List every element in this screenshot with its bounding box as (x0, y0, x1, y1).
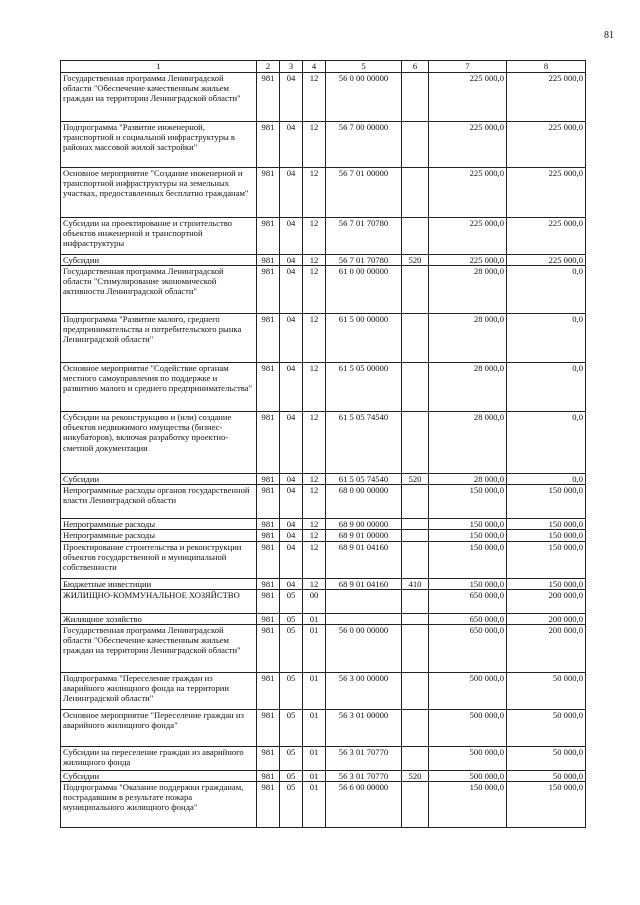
row-vr-cell (402, 485, 429, 519)
row-grbs-cell: 981 (257, 122, 280, 168)
row-sum-2020-cell: 0,0 (507, 474, 586, 485)
row-sum-2020-cell: 0,0 (507, 314, 586, 363)
row-rz-cell: 05 (280, 672, 303, 709)
row-grbs-cell: 981 (257, 168, 280, 218)
row-pr-cell: 12 (303, 474, 326, 485)
row-sum-2019-cell: 650 000,0 (429, 589, 507, 613)
row-sum-2019-cell: 225 000,0 (429, 255, 507, 266)
row-sum-2019-cell: 500 000,0 (429, 672, 507, 709)
row-csr-cell: 56 0 00 00000 (326, 624, 402, 672)
row-pr-cell: 01 (303, 746, 326, 770)
row-sum-2020-cell: 150 000,0 (507, 519, 586, 530)
row-pr-cell: 12 (303, 73, 326, 122)
row-sum-2019-cell: 225 000,0 (429, 73, 507, 122)
budget-table (60, 60, 586, 828)
row-sum-2019-cell: 225 000,0 (429, 122, 507, 168)
row-csr-cell: 56 3 01 70770 (326, 770, 402, 781)
row-pr-cell: 12 (303, 541, 326, 578)
row-csr-cell (326, 589, 402, 613)
row-sum-2019-cell: 500 000,0 (429, 709, 507, 746)
row-pr-cell: 01 (303, 613, 326, 624)
row-sum-2020-cell: 50 000,0 (507, 746, 586, 770)
header-row (61, 61, 586, 73)
row-sum-2020-cell: 50 000,0 (507, 709, 586, 746)
row-sum-2020-cell: 50 000,0 (507, 770, 586, 781)
row-pr-cell: 01 (303, 781, 326, 827)
row-vr-cell (402, 613, 429, 624)
row-sum-2019-cell: 28 000,0 (429, 412, 507, 474)
row-grbs-cell: 981 (257, 474, 280, 485)
row-csr-cell: 61 5 05 00000 (326, 363, 402, 412)
row-grbs-cell: 981 (257, 770, 280, 781)
row-grbs-cell: 981 (257, 255, 280, 266)
row-csr-cell: 56 7 01 70780 (326, 218, 402, 255)
row-csr-cell: 61 0 00 00000 (326, 266, 402, 314)
row-grbs-cell: 981 (257, 530, 280, 541)
row-csr-cell: 56 3 01 70770 (326, 746, 402, 770)
row-sum-2019-cell: 28 000,0 (429, 363, 507, 412)
row-grbs-cell: 981 (257, 672, 280, 709)
row-rz-cell: 04 (280, 485, 303, 519)
row-pr-cell: 12 (303, 218, 326, 255)
row-sum-2020-cell: 200 000,0 (507, 613, 586, 624)
table-row (61, 709, 586, 746)
row-pr-cell: 12 (303, 412, 326, 474)
row-vr-cell (402, 624, 429, 672)
column-header: 8 (507, 61, 586, 73)
row-name-cell: Основное мероприятие "Переселение граждан из аварийного жилищного фонда" (61, 709, 257, 746)
row-sum-2020-cell: 150 000,0 (507, 541, 586, 578)
row-sum-2020-cell: 0,0 (507, 412, 586, 474)
row-csr-cell: 56 7 00 00000 (326, 122, 402, 168)
row-name-cell: Жилищное хозяйство (61, 613, 257, 624)
table-row (61, 613, 586, 624)
row-vr-cell (402, 168, 429, 218)
row-csr-cell: 56 0 00 00000 (326, 73, 402, 122)
row-rz-cell: 05 (280, 589, 303, 613)
row-rz-cell: 05 (280, 624, 303, 672)
table-row (61, 218, 586, 255)
row-name-cell: Подпрограмма "Развитие инженерной, транспортной и социальной инфраструктуры в районах массовой жилой застройки" (61, 122, 257, 168)
row-sum-2020-cell: 200 000,0 (507, 624, 586, 672)
row-name-cell: Бюджетные инвестиции (61, 578, 257, 589)
row-grbs-cell: 981 (257, 781, 280, 827)
row-vr-cell (402, 122, 429, 168)
row-pr-cell: 01 (303, 672, 326, 709)
table-row (61, 624, 586, 672)
row-pr-cell: 12 (303, 578, 326, 589)
row-sum-2020-cell: 225 000,0 (507, 122, 586, 168)
column-header: 7 (429, 61, 507, 73)
row-name-cell: Непрограммные расходы органов государственной власти Ленинградской области (61, 485, 257, 519)
row-csr-cell: 68 9 01 00000 (326, 530, 402, 541)
table-row (61, 578, 586, 589)
row-grbs-cell: 981 (257, 519, 280, 530)
table-row (61, 266, 586, 314)
row-name-cell: ЖИЛИЩНО-КОММУНАЛЬНОЕ ХОЗЯЙСТВО (61, 589, 257, 613)
column-header: 2 (257, 61, 280, 73)
row-vr-cell (402, 781, 429, 827)
table-row (61, 73, 586, 122)
column-header: 6 (402, 61, 429, 73)
row-vr-cell (402, 519, 429, 530)
row-name-cell: Государственная программа Ленинградской области "Обеспечение качественным жильем граждан на территории Ленинградской области" (61, 624, 257, 672)
row-pr-cell: 12 (303, 363, 326, 412)
row-name-cell: Проектирование строительства и реконструкции объектов государственной и муниципальной собственности (61, 541, 257, 578)
row-grbs-cell: 981 (257, 541, 280, 578)
row-rz-cell: 05 (280, 770, 303, 781)
row-sum-2019-cell: 150 000,0 (429, 578, 507, 589)
row-pr-cell: 12 (303, 530, 326, 541)
column-header: 4 (303, 61, 326, 73)
table-row (61, 474, 586, 485)
row-rz-cell: 05 (280, 709, 303, 746)
row-pr-cell: 12 (303, 168, 326, 218)
row-name-cell: Подпрограмма "Переселение граждан из аварийного жилищного фонда на территории Ленинградской области" (61, 672, 257, 709)
row-pr-cell: 12 (303, 519, 326, 530)
row-vr-cell (402, 541, 429, 578)
row-name-cell: Субсидии (61, 770, 257, 781)
row-sum-2019-cell: 650 000,0 (429, 613, 507, 624)
page-number: 81 (604, 30, 614, 41)
row-grbs-cell: 981 (257, 746, 280, 770)
row-rz-cell: 04 (280, 314, 303, 363)
row-grbs-cell: 981 (257, 266, 280, 314)
column-header: 1 (61, 61, 257, 73)
row-name-cell: Субсидии на реконструкцию и (или) создание объектов недвижимого имущества (бизнес-инкубаторов), включая разработку проектно-сметной документации (61, 412, 257, 474)
table-row (61, 122, 586, 168)
row-sum-2020-cell: 200 000,0 (507, 589, 586, 613)
row-sum-2020-cell: 0,0 (507, 363, 586, 412)
row-grbs-cell: 981 (257, 73, 280, 122)
row-name-cell: Государственная программа Ленинградской области "Стимулирование экономической активности Ленинградской области" (61, 266, 257, 314)
table-row (61, 314, 586, 363)
row-grbs-cell: 981 (257, 578, 280, 589)
row-grbs-cell: 981 (257, 218, 280, 255)
row-name-cell: Непрограммные расходы (61, 519, 257, 530)
row-sum-2019-cell: 28 000,0 (429, 314, 507, 363)
row-csr-cell: 61 5 05 74540 (326, 412, 402, 474)
row-vr-cell (402, 746, 429, 770)
row-grbs-cell: 981 (257, 613, 280, 624)
row-sum-2019-cell: 150 000,0 (429, 519, 507, 530)
row-grbs-cell: 981 (257, 624, 280, 672)
row-vr-cell: 520 (402, 770, 429, 781)
row-sum-2020-cell: 225 000,0 (507, 168, 586, 218)
row-grbs-cell: 981 (257, 412, 280, 474)
row-name-cell: Непрограммные расходы (61, 530, 257, 541)
row-rz-cell: 04 (280, 255, 303, 266)
row-name-cell: Субсидии (61, 255, 257, 266)
row-sum-2020-cell: 225 000,0 (507, 255, 586, 266)
row-grbs-cell: 981 (257, 485, 280, 519)
row-rz-cell: 04 (280, 122, 303, 168)
row-csr-cell: 61 5 05 74540 (326, 474, 402, 485)
table-row (61, 541, 586, 578)
table-row (61, 746, 586, 770)
row-sum-2019-cell: 150 000,0 (429, 485, 507, 519)
row-sum-2019-cell: 150 000,0 (429, 541, 507, 578)
row-name-cell: Подпрограмма "Развитие малого, среднего предпринимательства и потребительского рынка Ленинградской области" (61, 314, 257, 363)
row-rz-cell: 05 (280, 613, 303, 624)
row-vr-cell (402, 218, 429, 255)
row-pr-cell: 01 (303, 770, 326, 781)
row-vr-cell (402, 672, 429, 709)
row-csr-cell: 68 0 00 00000 (326, 485, 402, 519)
row-sum-2020-cell: 150 000,0 (507, 781, 586, 827)
row-name-cell: Государственная программа Ленинградской области "Обеспечение качественным жильем граждан на территории Ленинградской области" (61, 73, 257, 122)
row-vr-cell (402, 589, 429, 613)
row-rz-cell: 04 (280, 266, 303, 314)
row-vr-cell (402, 314, 429, 363)
row-rz-cell: 04 (280, 541, 303, 578)
row-vr-cell (402, 73, 429, 122)
table-row (61, 589, 586, 613)
row-rz-cell: 04 (280, 218, 303, 255)
row-grbs-cell: 981 (257, 589, 280, 613)
table-row (61, 781, 586, 827)
table-row (61, 168, 586, 218)
row-name-cell: Субсидии (61, 474, 257, 485)
row-pr-cell: 12 (303, 314, 326, 363)
row-name-cell: Субсидии на проектирование и строительство объектов инженерной и транспортной инфраструктуры (61, 218, 257, 255)
row-rz-cell: 05 (280, 746, 303, 770)
row-grbs-cell: 981 (257, 314, 280, 363)
table-row (61, 530, 586, 541)
row-rz-cell: 04 (280, 168, 303, 218)
row-vr-cell: 520 (402, 474, 429, 485)
row-rz-cell: 04 (280, 578, 303, 589)
row-csr-cell: 56 3 00 00000 (326, 672, 402, 709)
table-row (61, 770, 586, 781)
row-sum-2019-cell: 500 000,0 (429, 770, 507, 781)
row-csr-cell: 61 5 00 00000 (326, 314, 402, 363)
row-pr-cell: 12 (303, 122, 326, 168)
row-sum-2020-cell: 0,0 (507, 266, 586, 314)
row-pr-cell: 01 (303, 624, 326, 672)
row-rz-cell: 04 (280, 474, 303, 485)
column-header: 5 (326, 61, 402, 73)
row-sum-2020-cell: 150 000,0 (507, 578, 586, 589)
row-csr-cell: 56 7 01 00000 (326, 168, 402, 218)
row-csr-cell: 56 3 01 00000 (326, 709, 402, 746)
row-grbs-cell: 981 (257, 709, 280, 746)
column-header: 3 (280, 61, 303, 73)
row-csr-cell: 56 7 01 70780 (326, 255, 402, 266)
row-sum-2019-cell: 225 000,0 (429, 218, 507, 255)
row-rz-cell: 04 (280, 519, 303, 530)
row-rz-cell: 04 (280, 530, 303, 541)
table-row (61, 519, 586, 530)
row-pr-cell: 00 (303, 589, 326, 613)
row-sum-2019-cell: 150 000,0 (429, 781, 507, 827)
row-pr-cell: 12 (303, 485, 326, 519)
row-sum-2019-cell: 150 000,0 (429, 530, 507, 541)
row-sum-2020-cell: 225 000,0 (507, 73, 586, 122)
row-csr-cell: 68 9 01 04160 (326, 541, 402, 578)
row-pr-cell: 01 (303, 709, 326, 746)
table-row (61, 672, 586, 709)
row-rz-cell: 04 (280, 73, 303, 122)
row-rz-cell: 04 (280, 412, 303, 474)
table-row (61, 255, 586, 266)
row-rz-cell: 04 (280, 363, 303, 412)
row-name-cell: Субсидии на переселение граждан из аварийного жилищного фонда (61, 746, 257, 770)
row-name-cell: Подпрограмма "Оказание поддержки гражданам, пострадавшим в результате пожара муниципального жилищного фонда" (61, 781, 257, 827)
row-csr-cell: 68 9 01 04160 (326, 578, 402, 589)
row-sum-2019-cell: 650 000,0 (429, 624, 507, 672)
row-vr-cell (402, 709, 429, 746)
row-csr-cell: 56 6 00 00000 (326, 781, 402, 827)
row-vr-cell (402, 266, 429, 314)
table-row (61, 412, 586, 474)
row-vr-cell: 520 (402, 255, 429, 266)
row-grbs-cell: 981 (257, 363, 280, 412)
table-row (61, 485, 586, 519)
row-vr-cell (402, 412, 429, 474)
row-sum-2020-cell: 150 000,0 (507, 530, 586, 541)
row-sum-2019-cell: 28 000,0 (429, 266, 507, 314)
table-row (61, 363, 586, 412)
row-name-cell: Основное мероприятие "Создание инженерной и транспортной инфраструктуры на земельных участках, предоставленных бесплатно гражданам" (61, 168, 257, 218)
row-csr-cell (326, 613, 402, 624)
row-pr-cell: 12 (303, 266, 326, 314)
row-name-cell: Основное мероприятие "Содействие органам местного самоуправления по поддержке и развитию малого и среднего предпринимательства" (61, 363, 257, 412)
row-sum-2020-cell: 150 000,0 (507, 485, 586, 519)
row-rz-cell: 05 (280, 781, 303, 827)
row-sum-2020-cell: 225 000,0 (507, 218, 586, 255)
row-vr-cell (402, 363, 429, 412)
row-sum-2020-cell: 50 000,0 (507, 672, 586, 709)
row-pr-cell: 12 (303, 255, 326, 266)
table-body (61, 73, 586, 828)
row-vr-cell (402, 530, 429, 541)
row-sum-2019-cell: 225 000,0 (429, 168, 507, 218)
row-vr-cell: 410 (402, 578, 429, 589)
row-csr-cell: 68 9 00 00000 (326, 519, 402, 530)
row-sum-2019-cell: 500 000,0 (429, 746, 507, 770)
row-sum-2019-cell: 28 000,0 (429, 474, 507, 485)
